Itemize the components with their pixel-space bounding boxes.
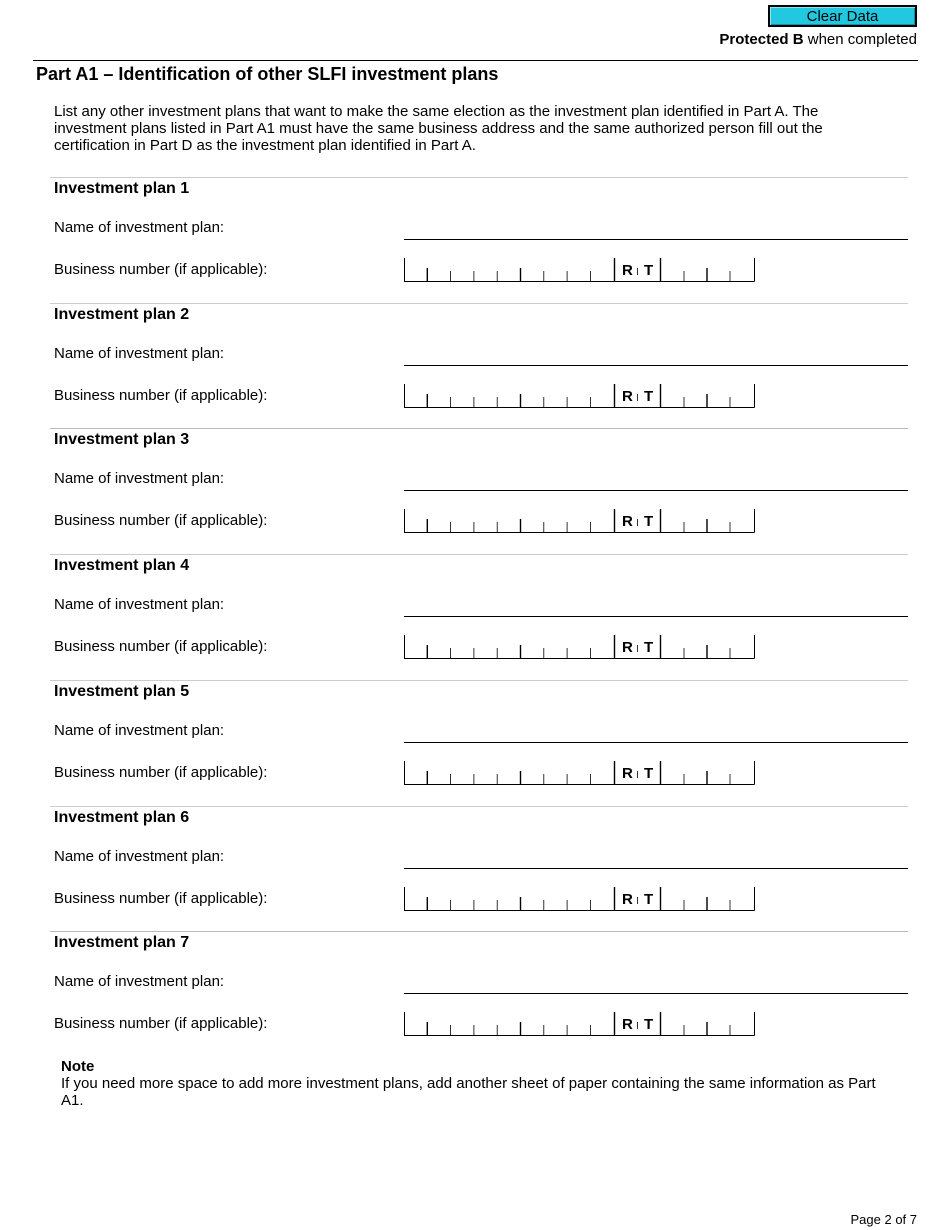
investment-plan-3 bbox=[50, 428, 908, 554]
plan-title: Investment plan 6 bbox=[54, 809, 190, 826]
plan-divider bbox=[50, 303, 908, 304]
protected-notice bbox=[719, 31, 917, 48]
business-number-label: Business number (if applicable): bbox=[54, 512, 268, 529]
investment-plan-5 bbox=[50, 680, 908, 806]
plan-name-label: Name of investment plan: bbox=[54, 973, 225, 990]
protected-level: Protected B bbox=[719, 31, 804, 48]
plan-name-label: Name of investment plan: bbox=[54, 219, 225, 236]
program-id-r: R bbox=[622, 1016, 633, 1033]
plan-name-input[interactable] bbox=[404, 969, 908, 994]
clear-data-button[interactable]: Clear Data bbox=[768, 5, 917, 27]
plan-title: Investment plan 1 bbox=[54, 180, 190, 197]
investment-plan-7 bbox=[50, 931, 908, 1057]
plan-divider bbox=[50, 806, 908, 807]
plan-title: Investment plan 5 bbox=[54, 683, 190, 700]
program-id-t: T bbox=[644, 891, 654, 908]
business-number-comb bbox=[404, 1011, 755, 1038]
program-id-t: T bbox=[644, 388, 654, 405]
business-number-label: Business number (if applicable): bbox=[54, 387, 268, 404]
investment-plan-6 bbox=[50, 806, 908, 932]
plan-title: Investment plan 2 bbox=[54, 306, 190, 323]
business-number-comb bbox=[404, 634, 755, 661]
part-intro: List any other investment plans that want to make the same election as the investment plan identified in Part A. The investment plans listed in Part A1 must have the same business address and the same authorized person fill out the certification in Part D as the investment plan identified in Part A. bbox=[54, 103, 823, 154]
business-number-comb bbox=[404, 257, 755, 284]
plan-name-label: Name of investment plan: bbox=[54, 848, 225, 865]
protected-suffix: when completed bbox=[803, 31, 917, 48]
business-number-label: Business number (if applicable): bbox=[54, 638, 268, 655]
business-number-label: Business number (if applicable): bbox=[54, 764, 268, 781]
business-number-label: Business number (if applicable): bbox=[54, 1015, 268, 1032]
business-number-comb bbox=[404, 508, 755, 535]
plan-title: Investment plan 4 bbox=[54, 557, 190, 574]
program-id-t: T bbox=[644, 639, 654, 656]
part-title: Part A1 – Identification of other SLFI investment plans bbox=[36, 64, 499, 84]
plan-divider bbox=[50, 931, 908, 932]
program-id-r: R bbox=[622, 639, 633, 656]
page-number: Page 2 of 7 bbox=[850, 1212, 917, 1227]
business-number-field[interactable] bbox=[404, 760, 755, 787]
plan-name-input[interactable] bbox=[404, 844, 908, 869]
note-text: If you need more space to add more investment plans, add another sheet of paper containing the same information as Part A1. bbox=[61, 1075, 876, 1109]
plan-name-input[interactable] bbox=[404, 592, 908, 617]
plan-divider bbox=[50, 428, 908, 429]
program-id-t: T bbox=[644, 1016, 654, 1033]
program-id-r: R bbox=[622, 513, 633, 530]
plan-title: Investment plan 3 bbox=[54, 431, 190, 448]
program-id-r: R bbox=[622, 262, 633, 279]
business-number-comb bbox=[404, 383, 755, 410]
plan-name-input[interactable] bbox=[404, 466, 908, 491]
note-section bbox=[61, 1058, 891, 1109]
investment-plan-2 bbox=[50, 303, 908, 429]
plan-name-input[interactable] bbox=[404, 718, 908, 743]
business-number-label: Business number (if applicable): bbox=[54, 890, 268, 907]
plan-name-label: Name of investment plan: bbox=[54, 345, 225, 362]
business-number-field[interactable] bbox=[404, 886, 755, 913]
program-id-t: T bbox=[644, 765, 654, 782]
business-number-field[interactable] bbox=[404, 634, 755, 661]
header-divider bbox=[33, 60, 918, 61]
plan-name-label: Name of investment plan: bbox=[54, 596, 225, 613]
plan-divider bbox=[50, 680, 908, 681]
program-id-r: R bbox=[622, 765, 633, 782]
program-id-t: T bbox=[644, 513, 654, 530]
business-number-comb bbox=[404, 886, 755, 913]
plan-title: Investment plan 7 bbox=[54, 934, 190, 951]
business-number-field[interactable] bbox=[404, 257, 755, 284]
business-number-field[interactable] bbox=[404, 383, 755, 410]
investment-plan-1 bbox=[50, 177, 908, 303]
plan-name-label: Name of investment plan: bbox=[54, 722, 225, 739]
plan-divider bbox=[50, 177, 908, 178]
business-number-field[interactable] bbox=[404, 508, 755, 535]
note-title: Note bbox=[61, 1058, 95, 1075]
program-id-r: R bbox=[622, 891, 633, 908]
plan-name-label: Name of investment plan: bbox=[54, 470, 225, 487]
plan-name-input[interactable] bbox=[404, 215, 908, 240]
program-id-t: T bbox=[644, 262, 654, 279]
business-number-comb bbox=[404, 760, 755, 787]
program-id-r: R bbox=[622, 388, 633, 405]
plan-divider bbox=[50, 554, 908, 555]
plan-name-input[interactable] bbox=[404, 341, 908, 366]
investment-plan-4 bbox=[50, 554, 908, 680]
business-number-field[interactable] bbox=[404, 1011, 755, 1038]
business-number-label: Business number (if applicable): bbox=[54, 261, 268, 278]
